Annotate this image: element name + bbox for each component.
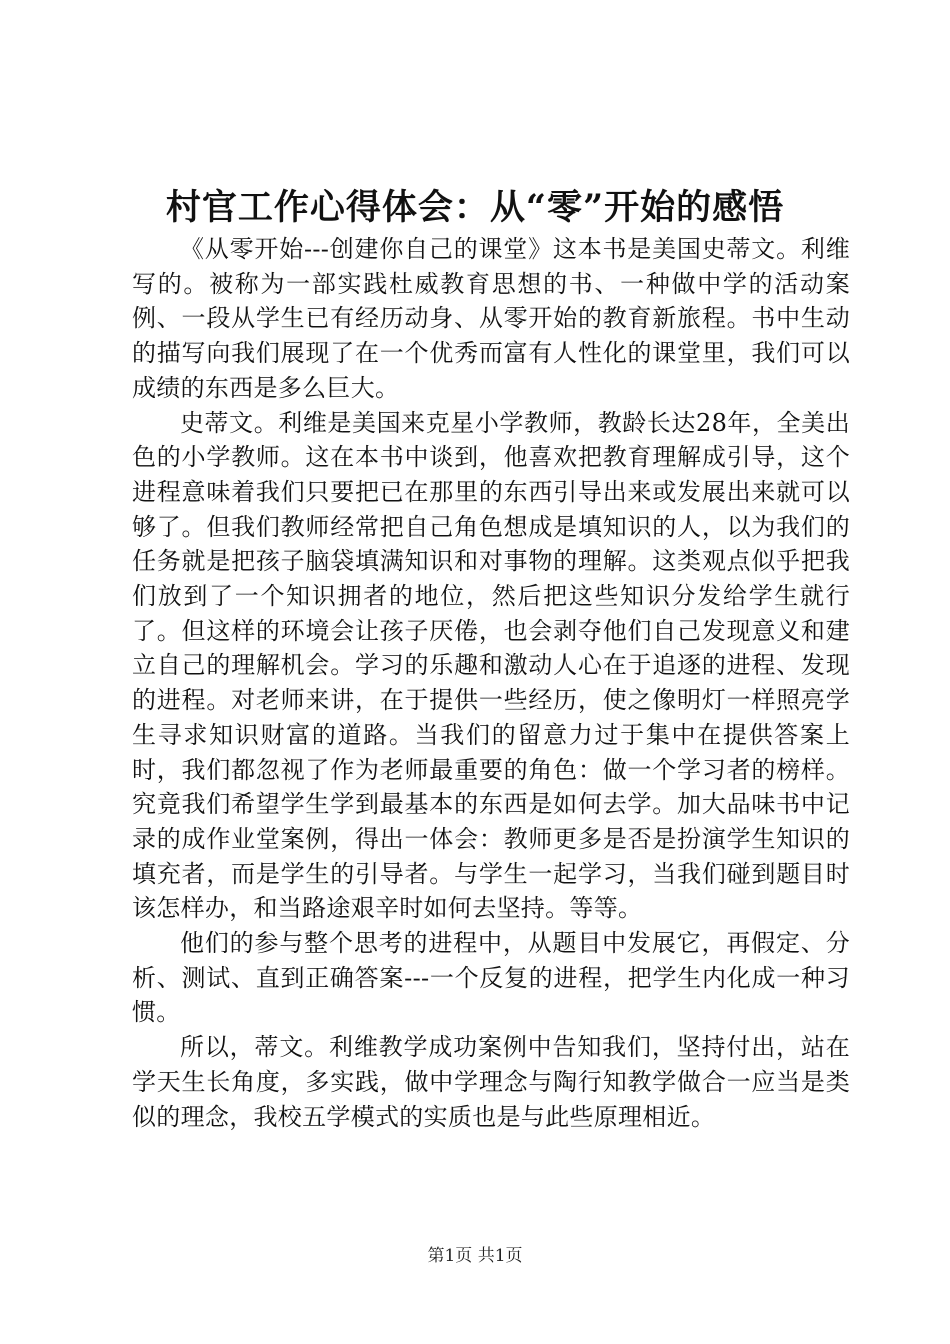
page-footer: 第1页 共1页: [427, 1246, 523, 1266]
body-paragraph-2: 史蒂文。利维是美国来克星小学教师，教龄长达28年，全美出色的小学教师。这在本书中谈到，他喜欢把教育理解成引导，这个进程意味着我们只要把已在那里的东西引导出来或发展出来就可以够了。但我们教师经常把自己角色想成是填知识的人，以为我们的任务就是把孩子脑袋填满知识和对事物的理解。这类观点似乎把我们放到了一个知识拥者的地位，然后把这些知识分发给学生就行了。但这样的环境会让孩子厌倦，也会剥夺他们自己发现意义和建立自己的理解机会。学习的乐趣和激动人心在于追逐的进程、发现的进程。对老师来讲，在于提供一些经历，使之像明灯一样照亮学生寻求知识财富的道路。当我们的留意力过于集中在提供答案上时，我们都忽视了作为老师最重要的角色：做一个学习者的榜样。究竟我们希望学生学到最基本的东西是如何去学。加大品味书中记录的成作业堂案例，得出一体会：教师更多是否是扮演学生知识的填充者，而是学生的引导者。与学生一起学习，当我们碰到题目时该怎样办，和当路途艰辛时如何去坚持。等等。: [132, 408, 850, 923]
document-title: 村官工作心得体会：从“零”开始的感悟: [165, 187, 785, 228]
document-body: [132, 232, 850, 1134]
body-paragraph-1: 《从零开始---创建你自己的课堂》这本书是美国史蒂文。利维写的。被称为一部实践杜威教育思想的书、一种做中学的活动案例、一段从学生已有经历动身、从零开始的教育新旅程。书中生动的描写向我们展现了在一个优秀而富有人性化的课堂里，我们可以成绩的东西是多么巨大。: [132, 235, 850, 402]
body-paragraph-4: 所以，蒂文。利维教学成功案例中告知我们，坚持付出，站在学天生长角度，多实践，做中学理念与陶行知教学做合一应当是类似的理念，我校五学模式的实质也是与此些原理相近。: [132, 1033, 850, 1131]
body-paragraph-3: 他们的参与整个思考的进程中，从题目中发展它，再假定、分析、测试、直到正确答案---一个反复的进程，把学生内化成一种习惯。: [132, 929, 850, 1027]
